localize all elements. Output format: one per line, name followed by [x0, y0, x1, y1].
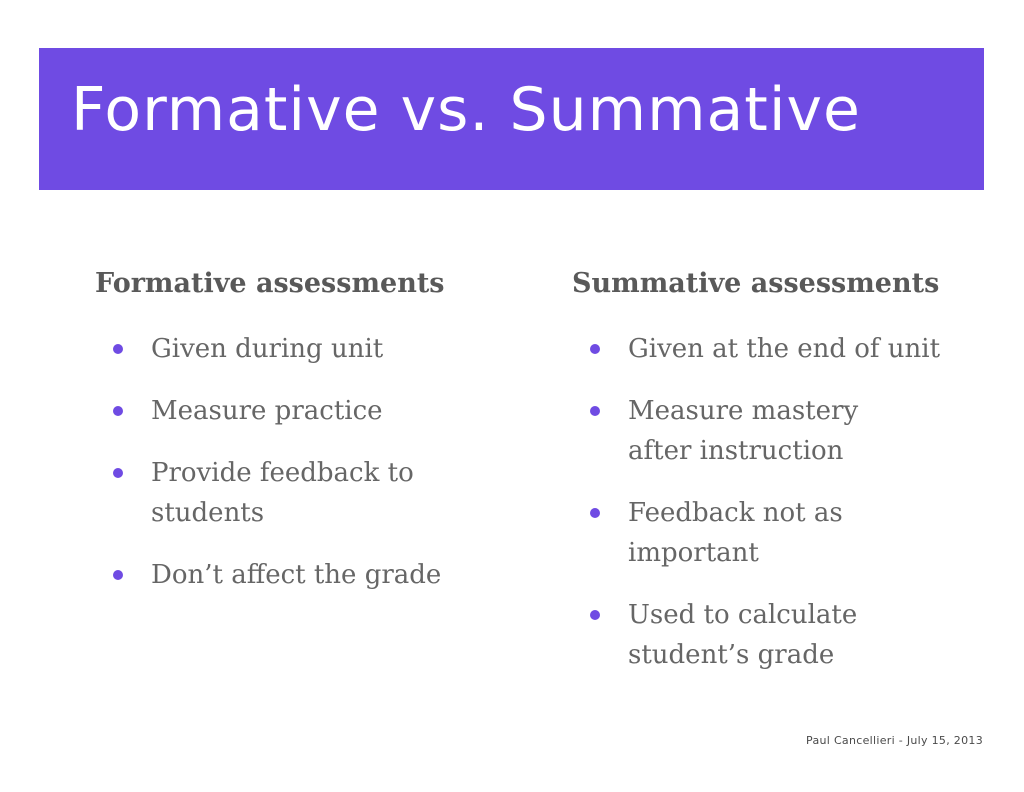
list-item-text: Feedback not as important	[628, 498, 843, 568]
list-item	[95, 329, 495, 369]
list-item	[95, 391, 495, 431]
list-item	[572, 391, 928, 471]
list-item-text: Provide feedback to students	[151, 458, 414, 528]
list-item	[95, 453, 441, 533]
summative-heading: Summative assessments	[572, 268, 940, 299]
slide-title: Formative vs. Summative	[71, 75, 861, 145]
bullet-icon	[590, 406, 600, 416]
list-item	[95, 555, 495, 595]
formative-column	[95, 265, 495, 617]
list-item-text: Measure mastery after instruction	[628, 396, 859, 466]
list-item-text: Used to calculate student’s grade	[628, 600, 858, 670]
bullet-icon	[113, 406, 123, 416]
footer-credit: Paul Cancellieri - July 15, 2013	[806, 734, 983, 747]
summative-column	[572, 265, 992, 697]
list-item	[572, 493, 858, 573]
list-item	[572, 329, 992, 369]
list-item-text: Given at the end of unit	[628, 334, 941, 364]
list-item-text: Given during unit	[151, 334, 384, 364]
list-item-text: Don’t affect the grade	[151, 560, 442, 590]
summative-list	[572, 329, 992, 675]
bullet-icon	[113, 570, 123, 580]
formative-heading: Formative assessments	[95, 268, 445, 299]
bullet-icon	[113, 468, 123, 478]
formative-list	[95, 329, 495, 595]
bullet-icon	[590, 344, 600, 354]
list-item	[572, 595, 888, 675]
bullet-icon	[113, 344, 123, 354]
list-item-text: Measure practice	[151, 396, 383, 426]
bullet-icon	[590, 610, 600, 620]
bullet-icon	[590, 508, 600, 518]
